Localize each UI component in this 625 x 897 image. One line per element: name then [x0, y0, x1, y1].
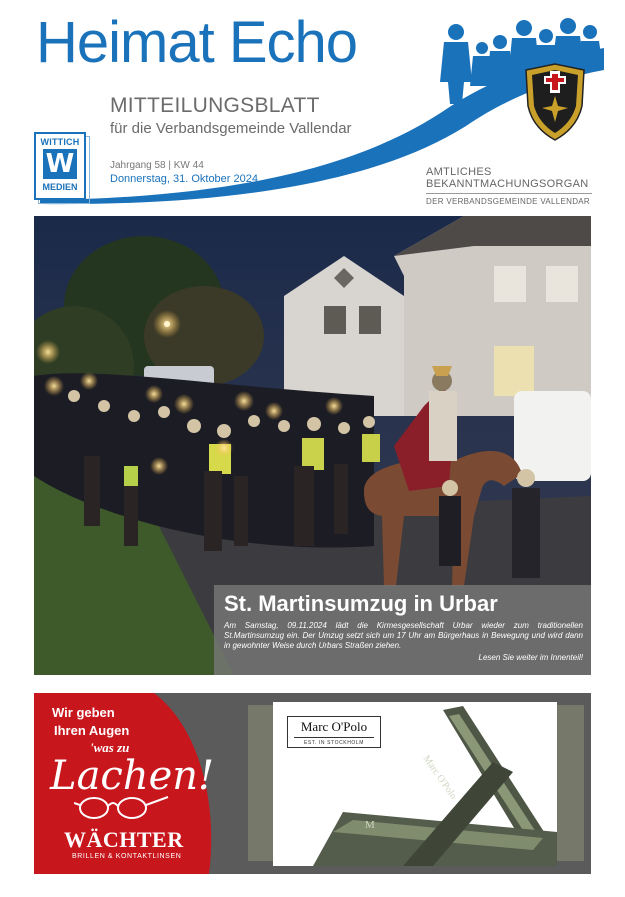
svg-text:Marc O'Polo: Marc O'Polo: [420, 753, 459, 802]
publisher-logo-letter: W: [43, 149, 77, 179]
cover-story-caption: [214, 585, 591, 675]
masthead-subtitle: MITTEILUNGSBLATT: [110, 94, 320, 117]
cover-story-headline: St. Martinsumzug in Urbar: [224, 591, 498, 616]
crest-icon: [520, 62, 590, 142]
cover-story-body: Am Samstag, 09.11.2024 lädt die Kirmesgesellschaft Urbar wieder zum traditionellen St.Martinsumzug ein. Der Umzug setzt sich um 17 Uhr am Bürgerhaus in Bewegung und wird dann in gewohnter Weise durch Urbars Straßen ziehen.: [224, 621, 583, 650]
official-notice-divider: [426, 193, 592, 194]
product-brand-logo: [287, 716, 381, 748]
publisher-logo: [34, 132, 86, 200]
cover-story-read-more: Lesen Sie weiter im Innenteil!: [478, 653, 583, 662]
masthead: [0, 0, 625, 212]
svg-text:M: M: [365, 819, 375, 831]
publisher-logo-bottom: MEDIEN: [42, 182, 78, 192]
publisher-logo-top: WITTICH: [40, 137, 80, 147]
product-brand-subline: EST. IN STOCKHOLM: [294, 737, 374, 746]
official-notice-line1: AMTLICHES: [426, 166, 492, 178]
ad-brand: WÄCHTER: [64, 827, 184, 852]
ad-headline-line3: 'was zu: [90, 740, 130, 755]
ad-headline-line1: Wir geben: [52, 705, 115, 720]
wittich-medien-logo: [34, 132, 90, 204]
masthead-tagline: für die Verbandsgemeinde Vallendar: [110, 120, 352, 137]
issue-volume: Jahrgang 58 | KW 44: [110, 160, 204, 171]
official-notice: [426, 166, 592, 206]
issue-date: Donnerstag, 31. Oktober 2024: [110, 173, 258, 185]
official-notice-line3: DER VERBANDSGEMEINDE VALLENDAR: [426, 197, 590, 206]
ad-product-panel: [273, 702, 557, 866]
advertisement: [34, 693, 591, 874]
ad-script-word: Lachen!: [50, 753, 215, 799]
ad-headline-line2: Ihren Augen: [54, 723, 130, 738]
ad-brand-subline: BRILLEN & KONTAKTLINSEN: [72, 853, 182, 860]
masthead-title: Heimat Echo: [36, 10, 358, 75]
glasses-icon: [74, 793, 170, 823]
official-notice-line2: BEKANNTMACHUNGSORGAN: [426, 178, 589, 190]
product-brand-name: Marc O'Polo: [300, 719, 368, 734]
